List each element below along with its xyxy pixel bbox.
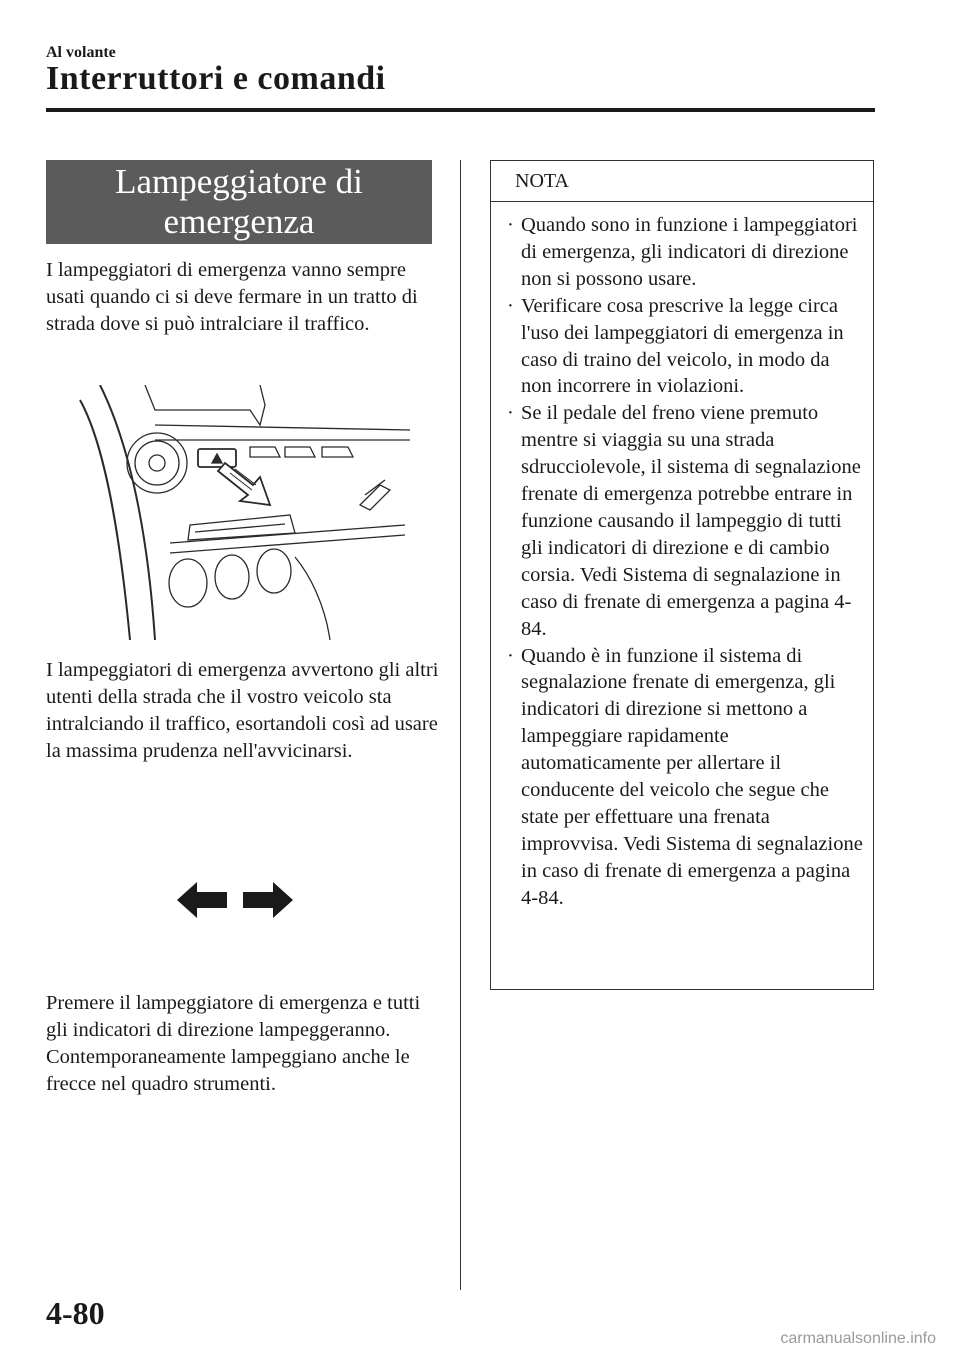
watermark: carmanualsonline.info	[780, 1330, 936, 1347]
turn-signal-arrows-icon	[175, 880, 295, 920]
column-divider	[460, 160, 461, 1290]
warning-paragraph: I lampeggiatori di emergenza avvertono gli altri utenti della strada che il vostro veicolo sta intralciando il traffico, esortandoli così ad usare la massima prudenza nell'avvicinarsi.	[46, 659, 439, 762]
bullet-icon: ·	[507, 294, 514, 317]
bullet-icon: ·	[507, 644, 514, 667]
section-title: Lampeggiatore di emergenza	[115, 162, 363, 241]
page-number: 4-80	[46, 1295, 105, 1331]
breadcrumb: Al volante	[46, 44, 116, 61]
note-box	[490, 160, 874, 990]
dashboard-hazard-switch-illustration	[60, 385, 420, 645]
note-item	[499, 643, 863, 912]
note-item	[499, 212, 863, 293]
note-title: NOTA	[491, 161, 873, 202]
header-rule	[46, 108, 875, 112]
note-item-text: Quando è in funzione il sistema di segnalazione frenate di emergenza, gli indicatori di direzione si mettono a lampeggiare rapidamente automaticamente per allertare il conducente del veicolo che segue che state per effettuare una frenata improvvisa. Vedi Sistema di segnalazione in caso di frenate di emergenza a pagina 4-84.	[521, 644, 863, 909]
note-list	[491, 202, 873, 912]
note-item-text: Quando sono in funzione i lampeggiatori di emergenza, gli indicatori di direzione non si possono usare.	[521, 214, 858, 290]
note-item-text: Verificare cosa prescrive la legge circa l'uso dei lampeggiatori di emergenza in caso di traino del veicolo, in modo da non incorrere in violazioni.	[521, 294, 844, 398]
bullet-icon: ·	[507, 402, 514, 425]
note-item	[499, 400, 863, 642]
note-item	[499, 293, 863, 401]
section-title-banner	[46, 160, 432, 244]
page-title: Interruttori e comandi	[46, 60, 386, 97]
press-instruction-paragraph: Premere il lampeggiatore di emergenza e tutti gli indicatori di direzione lampeggeranno. Contemporaneamente lampeggiano anche le frecce nel quadro strumenti.	[46, 992, 421, 1095]
intro-paragraph: I lampeggiatori di emergenza vanno sempre usati quando ci si deve fermare in un tratto di strada dove si può intralciare il traffico.	[46, 259, 418, 335]
bullet-icon: ·	[507, 214, 514, 236]
note-item-text: Se il pedale del freno viene premuto mentre si viaggia su una strada sdrucciolevole, il sistema di segnalazione frenate di emergenza potrebbe entrare in funzione causando il lampeggio di tutti gli indicatori di direzione e di cambio corsia. Vedi Sistema di segnalazione in caso di frenate di emergenza a pagina 4-84.	[521, 402, 861, 640]
